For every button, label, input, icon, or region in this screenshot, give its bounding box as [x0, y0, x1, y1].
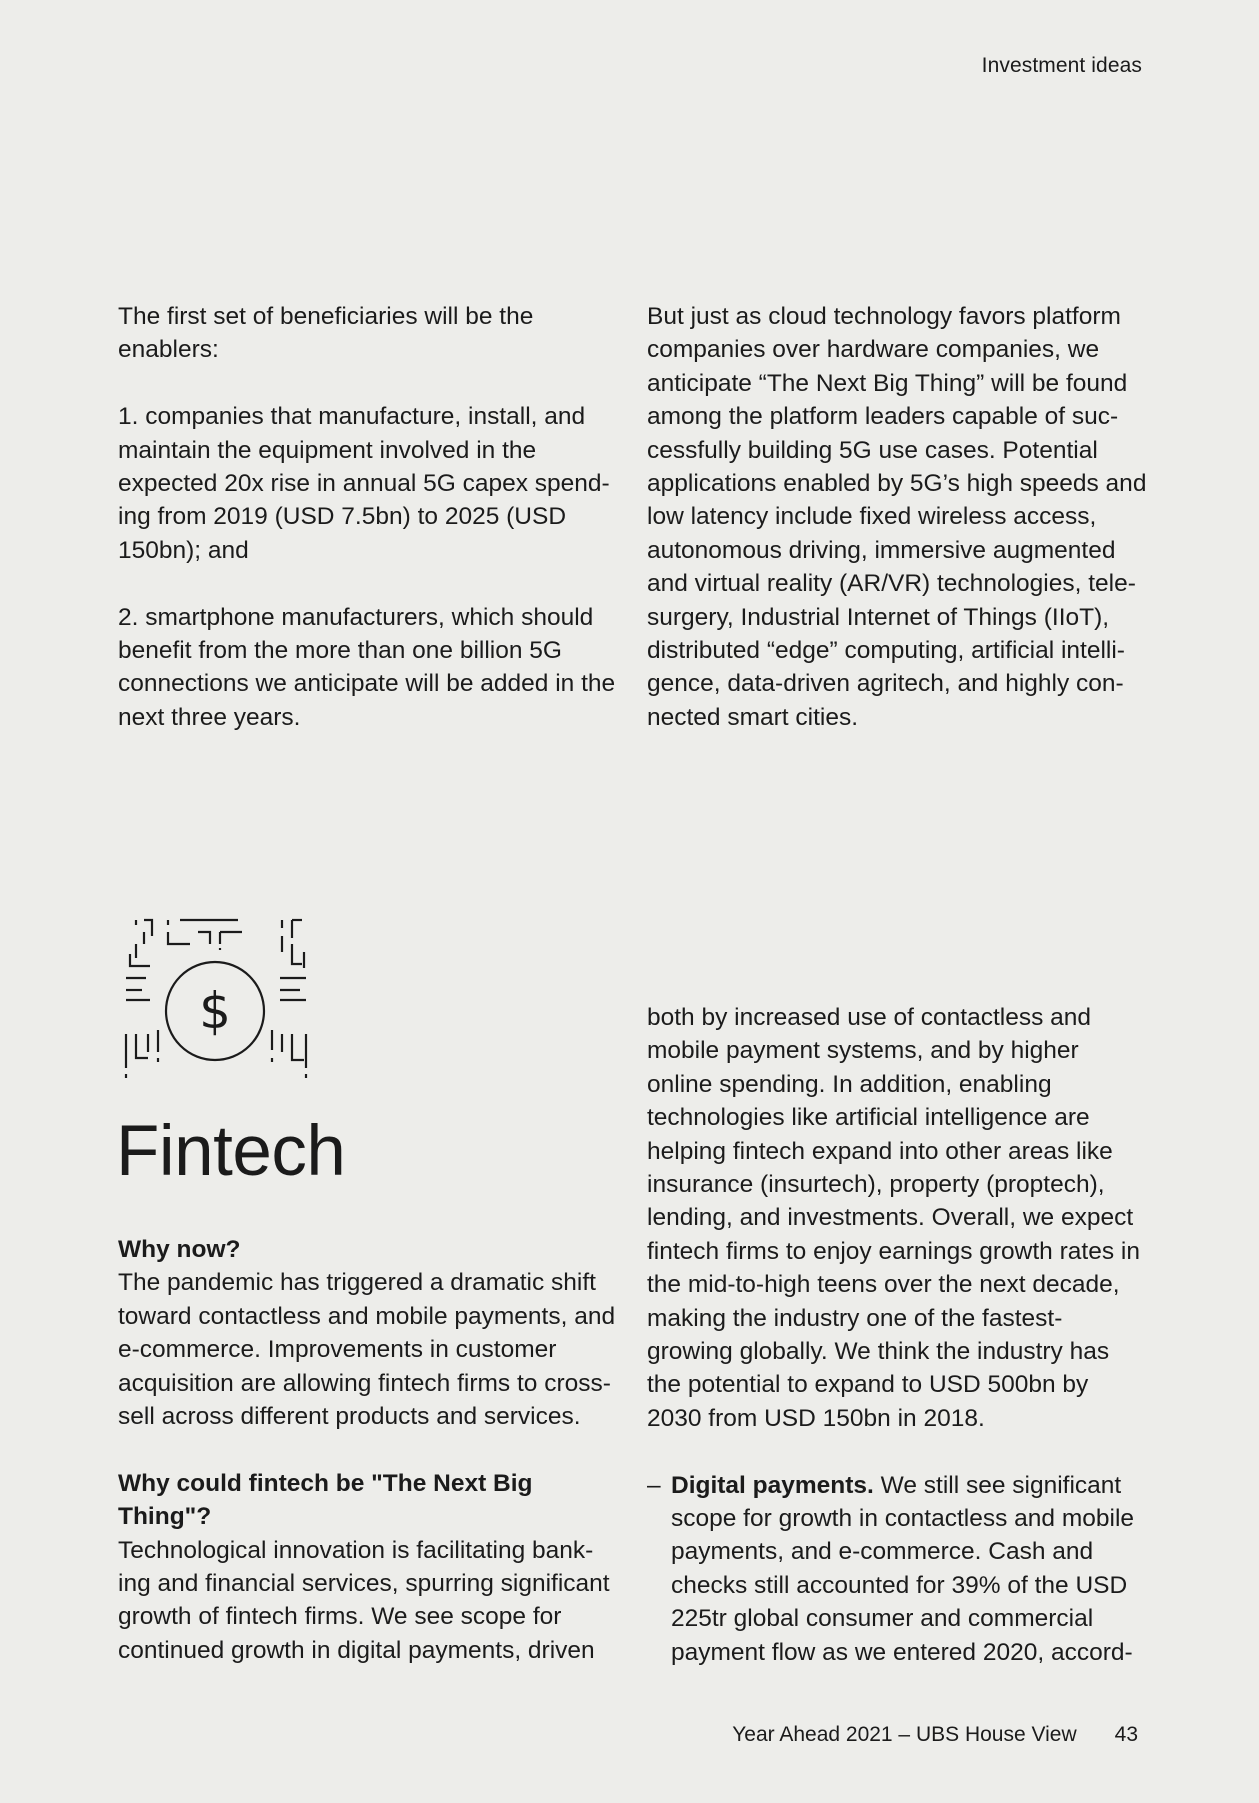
- svg-text:$: $: [199, 982, 231, 1040]
- left-column-top: [118, 300, 618, 734]
- left-column-bottom: [118, 1233, 618, 1667]
- paragraph-enablers-one: 1. companies that manufacture, install, and maintain the equipment involved in the expected 20x rise in annual 5G capex spend-ing from 2019 (USD 7.5bn) to 2025 (USD 150bn); and: [118, 403, 610, 564]
- paragraph-platform-leaders: But just as cloud technology favors platform companies over hardware companies, we anticipate “The Next Big Thing” will be found among the platform leaders capable of suc-cessfully building 5G use cases. Potential applications enabled by 5G’s high speeds and low latency include fixed wireless access, autonomous driving, immersive augmented and virtual reality (AR/VR) technologies, tele-surgery, Industrial Internet of Things (IIoT), distributed “edge” computing, artificial intelli-gence, data-driven agritech, and highly con-nected smart cities.: [647, 303, 1147, 731]
- right-column-bottom: [647, 1001, 1147, 1669]
- page-footer: [732, 1723, 1138, 1747]
- paragraph-why-now: The pandemic has triggered a dramatic shift toward contactless and mobile payments, and e-commerce. Improvements in customer acquisition are allowing fintech firms to cross-sell across different products and services.: [118, 1269, 616, 1431]
- bullet-dash: –: [647, 1471, 661, 1499]
- running-header: Investment ideas: [981, 54, 1142, 77]
- dollar-circuit-icon: [122, 918, 312, 1081]
- subheading-why-now: Why now?: [118, 1236, 241, 1263]
- bullet-digital-payments: [647, 1469, 1147, 1669]
- footer-publication: Year Ahead 2021 – UBS House View: [732, 1723, 1077, 1746]
- paragraph-why-next-big-thing: Technological innovation is facilitating bank-ing and financial services, spurring significant growth of fintech firms. We see scope for continued growth in digital payments, driven: [118, 1536, 610, 1664]
- bullet-text-digital-payments: We still see significant scope for growth in contactless and mobile payments, and e-commerce. Cash and checks still accounted for 39% of the USD 225tr global consumer and commercial payment flow as we entered 2020, accord-: [671, 1471, 1135, 1666]
- subheading-why-next-big-thing: Why could fintech be "The Next Big Thing"?: [118, 1469, 533, 1531]
- paragraph-enablers-intro: The first set of beneficiaries will be the enablers:: [118, 303, 534, 364]
- bullet-heading-digital-payments: Digital payments.: [671, 1471, 874, 1499]
- page-number: 43: [1114, 1723, 1138, 1746]
- paragraph-enablers-two: 2. smartphone manufacturers, which should benefit from the more than one billion 5G connections we anticipate will be added in the next three years.: [118, 603, 616, 731]
- right-column-top: [647, 300, 1147, 734]
- paragraph-fintech-continued: both by increased use of contactless and mobile payment systems, and by higher online spending. In addition, enabling technologies like artificial intelligence are helping fintech expand into other areas like insurance (insurtech), property (proptech), lending, and investments. Overall, we expect fintech firms to enjoy earnings growth rates in the mid-to-high teens over the next decade, making the industry one of the fastest-growing globally. We think the industry has the potential to expand to USD 500bn by 2030 from USD 150bn in 2018.: [647, 1004, 1140, 1432]
- section-title-fintech: Fintech: [116, 1112, 346, 1191]
